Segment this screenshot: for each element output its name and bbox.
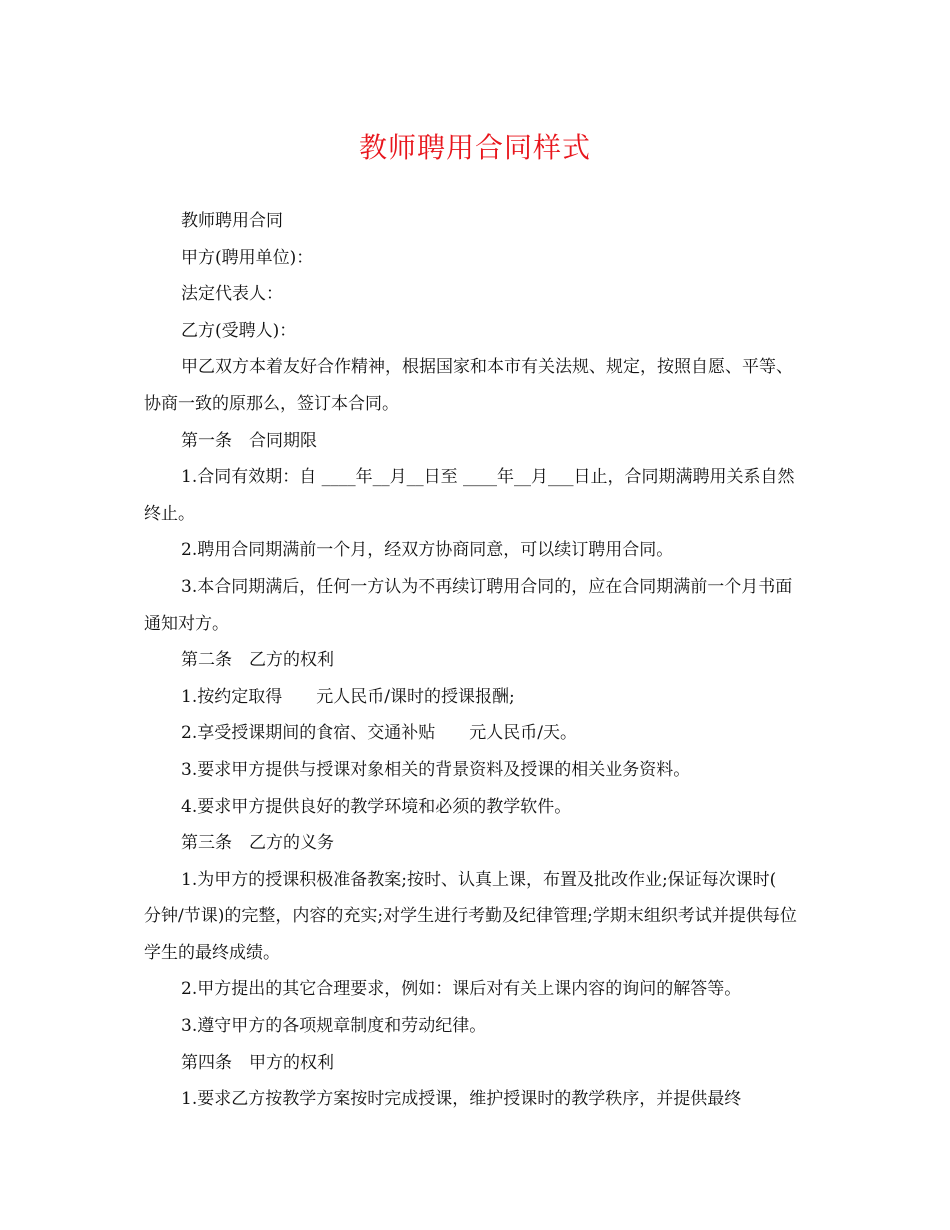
article-3-clause-1: 1.为甲方的授课积极准备教案;按时、认真上课，布置及批改作业;保证每次课时( 分钟/节课)的完整，内容的充实;对学生进行考勤及纪律管理;学期末组织考试并提供每位学生的最终成绩。 [144,869,811,963]
article-4-heading: 第四条 甲方的权利 [181,1052,334,1073]
paragraph-legal-representative: 法定代表人： [181,284,283,305]
paragraph-party-a: 甲方(聘用单位)： [181,247,314,268]
article-3-heading: 第三条 乙方的义务 [181,833,334,854]
article-1-clause-3: 3.本合同期满后，任何一方认为不再续订聘用合同的，应在合同期满前一个月书面通知对方。 [144,576,793,634]
article-3-clause-3: 3.遵守甲方的各项规章制度和劳动纪律。 [181,1016,487,1037]
paragraph-party-b: 乙方(受聘人)： [181,320,297,341]
paragraph-preamble: 甲乙双方本着友好合作精神，根据国家和本市有关法规、规定，按照自愿、平等、协商一致的原那么，签订本合同。 [144,357,793,414]
article-2-clause-4: 4.要求甲方提供良好的教学环境和必须的教学软件。 [181,796,572,817]
article-2-clause-3: 3.要求甲方提供与授课对象相关的背景资料及授课的相关业务资料。 [181,759,691,780]
article-3-clause-2: 2.甲方提出的其它合理要求，例如：课后对有关上课内容的询问的解答等。 [181,979,742,1000]
article-1-heading: 第一条 合同期限 [181,430,317,451]
article-4-clause-1: 1.要求乙方按教学方案按时完成授课，维护授课时的教学秩序，并提供最终 [181,1089,742,1110]
article-2-heading: 第二条 乙方的权利 [181,650,334,671]
article-2-clause-1: 1.按约定取得 元人民币/课时的授课报酬; [181,686,515,707]
article-1-clause-1: 1.合同有效期：自 ____年__月__日至 ____年__月___日止，合同期满聘用关系自然终止。 [144,467,795,524]
document-body [144,203,811,1118]
document-title: 教师聘用合同样式 [358,131,591,164]
paragraph-doc-name: 教师聘用合同 [181,211,283,231]
article-2-clause-2: 2.享受授课期间的食宿、交通补贴 元人民币/天。 [181,723,577,744]
article-1-clause-2: 2.聘用合同期满前一个月，经双方协商同意，可以续订聘用合同。 [181,540,674,561]
